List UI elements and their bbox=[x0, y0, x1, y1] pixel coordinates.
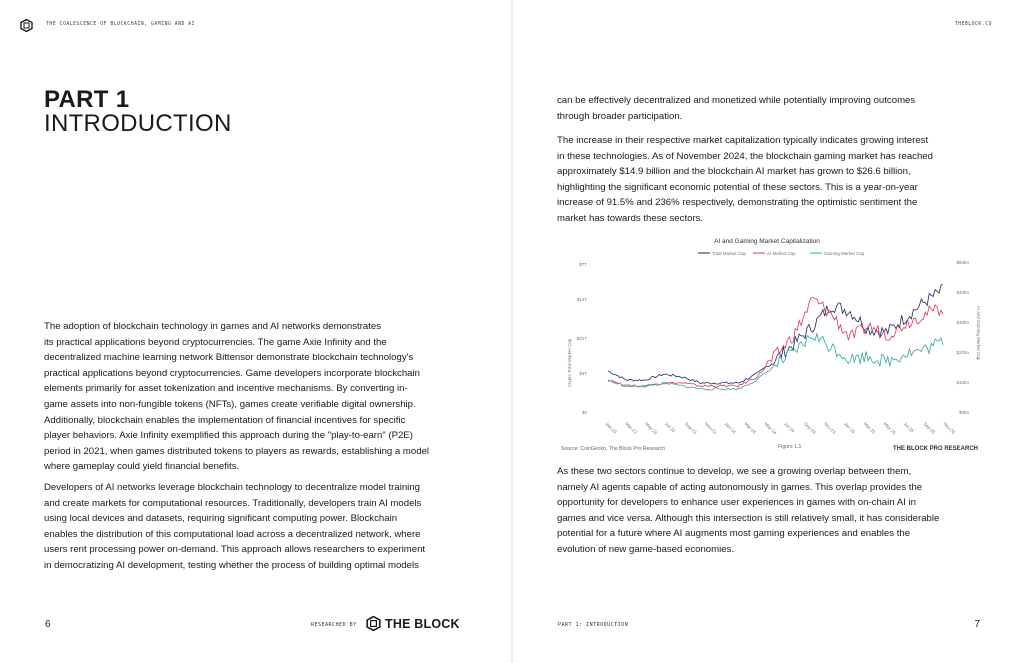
legend-label: AI Market Cap bbox=[767, 251, 796, 256]
part-label: PART 1 bbox=[44, 86, 130, 113]
text-line: namely AI agents capable of acting autonomously in games. This overlap provides the bbox=[557, 481, 923, 493]
chart-brand-tag: THE BLOCK PRO RESEARCH bbox=[893, 446, 979, 452]
figure-label: Figure 1.1 bbox=[778, 444, 802, 450]
text-line: can be effectively decentralized and monetized while potentially improving outcomes bbox=[557, 95, 916, 106]
left-body-para-1 bbox=[44, 319, 467, 475]
legend-label: Gaming Market Cap bbox=[824, 251, 865, 256]
right-axis-tick: $30bn bbox=[956, 320, 969, 325]
x-axis-tick: Sep-25 bbox=[922, 421, 937, 435]
text-line: games and vice versa. Although this intersection is still relatively small, it has considerable bbox=[557, 512, 940, 524]
text-line: in democratizing AI development, testing whether the process of building optimal models bbox=[44, 559, 419, 571]
x-axis-tick: May-24 bbox=[763, 421, 778, 436]
right-axis bbox=[956, 260, 969, 415]
x-axis-tick: Mar-25 bbox=[862, 421, 877, 435]
footer-part-label: PART 1: INTRODUCTION bbox=[558, 622, 629, 628]
x-axis-tick: May-25 bbox=[882, 421, 897, 436]
x-axis-tick: Jul-24 bbox=[783, 421, 796, 434]
right-page bbox=[513, 0, 1024, 663]
left-axis-tick: $4T bbox=[579, 371, 587, 376]
section-title: INTRODUCTION bbox=[44, 110, 232, 137]
text-line: users rent processing power on-demand. This approach allows researchers to experiment bbox=[44, 544, 426, 556]
right-body-para-bottom bbox=[557, 464, 980, 558]
x-axis-tick: Mar-24 bbox=[743, 421, 758, 435]
the-block-footer-logo-icon bbox=[366, 616, 381, 631]
left-axis-tick: $21T bbox=[576, 336, 587, 341]
text-line: opportunity for developers to enhance user experiences in games with on-chain AI in bbox=[557, 497, 916, 509]
text-line: practical applications beyond cryptocurrencies. Game developers incorporate blockchain bbox=[44, 367, 420, 379]
right-axis-tick: $20bn bbox=[956, 350, 969, 355]
right-body-para-top bbox=[557, 93, 980, 124]
right-body-para-mid bbox=[557, 133, 980, 227]
left-axis bbox=[577, 262, 588, 415]
left-axis-tick: $0 bbox=[581, 410, 587, 415]
text-line: market has towards these sectors. bbox=[557, 212, 704, 224]
x-axis-tick: Jan-25 bbox=[842, 421, 857, 435]
x-axis-tick: Mar-23 bbox=[624, 421, 638, 435]
text-line: As these two sectors continue to develop, we see a growing overlap between them, bbox=[557, 466, 912, 477]
text-line: highlighting the significant economic potential of these sectors. This is a year-on-year bbox=[557, 181, 918, 193]
text-line: decentralized machine learning network Bittensor demonstrate blockchain technology's bbox=[44, 352, 414, 364]
right-axis-tick: $50bn bbox=[956, 260, 969, 265]
x-axis-tick: Nov-25 bbox=[942, 421, 957, 435]
left-axis-tick: $14T bbox=[576, 297, 587, 302]
x-axis-tick: Sep-24 bbox=[803, 421, 817, 435]
text-line: increase of 91.5% and 236% respectively, demonstrating the optimistic sentiment the bbox=[557, 197, 918, 209]
text-line: The adoption of blockchain technology in games and AI networks demonstrates bbox=[44, 321, 382, 332]
y-axis-left-label: Crypto Total Market Cap bbox=[567, 338, 572, 388]
series-line bbox=[608, 298, 943, 388]
x-axis-tick: Jul-23 bbox=[663, 421, 677, 434]
page-number: 6 bbox=[45, 619, 51, 630]
market-cap-chart bbox=[553, 228, 993, 458]
text-line: and create markets for computational resources. Traditionally, developers train AI models bbox=[44, 497, 422, 509]
page-number: 7 bbox=[974, 619, 980, 630]
left-body-para-2 bbox=[44, 480, 467, 574]
series-line bbox=[608, 285, 943, 384]
right-axis-tick: $0bn bbox=[958, 410, 969, 415]
text-line: Additionally, blockchain enables the implementation of financial incentives for specific bbox=[44, 414, 406, 426]
text-line: approximately $14.9 billion and the blockchain AI market has grown to $26.6 billion, bbox=[557, 166, 911, 178]
x-axis-tick: Sep-23 bbox=[683, 421, 698, 435]
header-site: THEBLOCK.CO bbox=[954, 22, 992, 27]
x-axis-tick: Nov-23 bbox=[703, 421, 718, 435]
x-axis-tick: Nov-24 bbox=[822, 421, 837, 435]
text-line: potential for a future where AI augments most gaming experiences and enables the bbox=[557, 528, 911, 540]
left-page bbox=[0, 0, 511, 663]
chart-title: AI and Gaming Market Capitalization bbox=[714, 238, 820, 245]
legend-label: Total Market Cap bbox=[712, 251, 747, 256]
header-title: THE COALESCENCE OF BLOCKCHAIN, GAMING AND AI bbox=[46, 22, 196, 27]
footer-brand: THE BLOCK bbox=[385, 617, 460, 631]
text-line: through broader participation. bbox=[557, 110, 683, 122]
x-axis bbox=[604, 421, 956, 435]
researched-by-label: RESEARCHED BY bbox=[311, 622, 357, 628]
text-line: period in 2021, when games distributed tokens to players as rewards, establishing a model bbox=[44, 445, 430, 457]
chart-source: Source: CoinGecko, The Block Pro Research bbox=[561, 446, 665, 452]
series-line bbox=[608, 334, 943, 390]
text-line: game assets into non-fungible tokens (NFTs), games create verifiable digital ownership. bbox=[44, 398, 416, 410]
text-line: using local devices and datasets, requiring significant computing power. Blockchain bbox=[44, 513, 398, 525]
x-axis-tick: Jul-25 bbox=[902, 421, 915, 434]
y-axis-right-label: AI and Gaming Market Cap bbox=[976, 305, 981, 361]
chart-legend bbox=[698, 251, 865, 256]
text-line: where gameplay could yield financial benefits. bbox=[44, 461, 240, 473]
text-line: The increase in their respective market capitalization typically indicates growing interest bbox=[557, 135, 929, 146]
text-line: in these technologies. As of November 2024, the blockchain gaming market has reached bbox=[557, 150, 933, 162]
text-line: player behaviors. Axie Infinity exemplified this approach during the "play-to-earn" (P2E) bbox=[44, 430, 413, 442]
chart-series bbox=[608, 285, 943, 390]
the-block-logo-icon bbox=[20, 19, 33, 32]
text-line: enables the distribution of this computational load across a decentralized network, where bbox=[44, 528, 421, 540]
text-line: evolution of new game-based economies. bbox=[557, 543, 735, 555]
x-axis-tick: Jan-24 bbox=[723, 421, 737, 435]
x-axis-tick: May-23 bbox=[644, 421, 659, 436]
text-line: its practical applications beyond cryptocurrencies. The game Axie Infinity and the bbox=[44, 336, 387, 348]
right-axis-tick: $40bn bbox=[956, 290, 969, 295]
text-line: Developers of AI networks leverage blockchain technology to decentralize model training bbox=[44, 482, 420, 493]
x-axis-tick: Jan-23 bbox=[604, 421, 618, 435]
right-axis-tick: $10bn bbox=[956, 380, 969, 385]
text-line: elements primarily for asset tokenization and incentive mechanisms. By converting in- bbox=[44, 383, 408, 395]
left-axis-tick: $7T bbox=[579, 262, 587, 267]
